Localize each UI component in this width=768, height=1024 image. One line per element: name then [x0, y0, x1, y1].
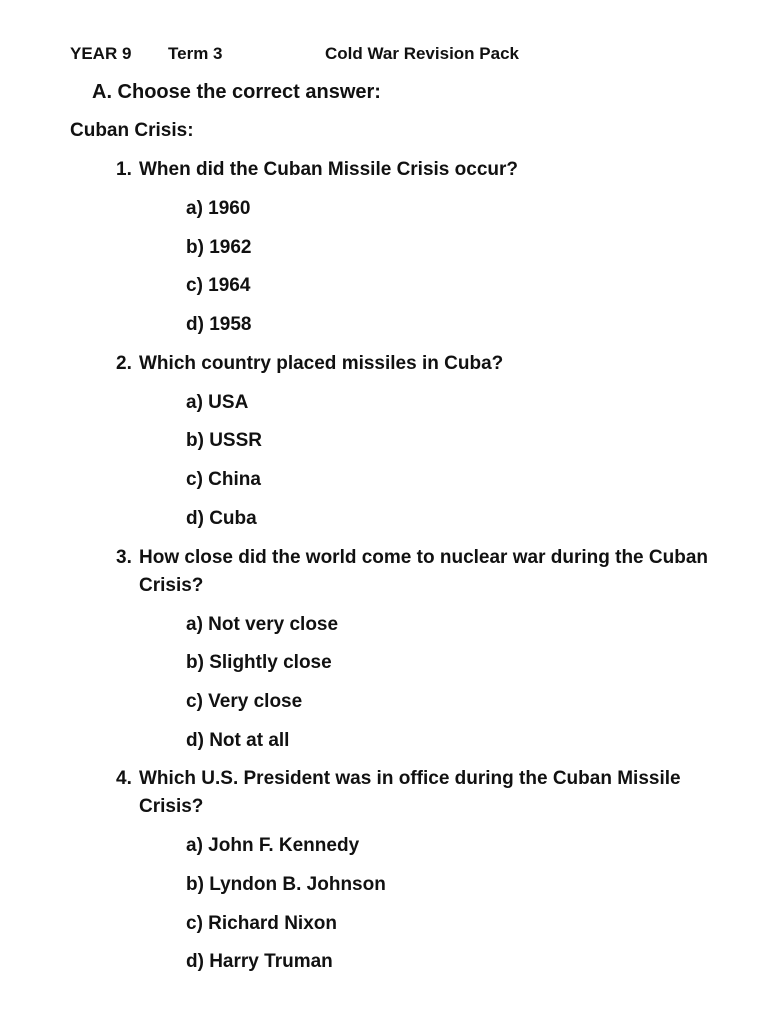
topic-heading: Cuban Crisis:: [70, 120, 194, 141]
question-4: [116, 765, 736, 976]
answer-option: b) 1962: [186, 236, 252, 258]
question-text: Which U.S. President was in office during the Cuban Missile Crisis?: [139, 768, 681, 818]
answer-option: c) Very close: [186, 690, 303, 712]
answer-option: a) 1960: [186, 198, 251, 219]
answer-option: a) John F. Kennedy: [186, 835, 360, 857]
answer-option: d) Not at all: [186, 729, 290, 751]
question-list: [116, 156, 736, 987]
question-2: [116, 350, 736, 533]
answer-option: d) Harry Truman: [186, 951, 333, 973]
answer-option: c) Richard Nixon: [186, 912, 337, 934]
answer-option: b) USSR: [186, 430, 262, 452]
answer-option: b) Slightly close: [186, 652, 332, 674]
question-number: 3.: [116, 546, 132, 568]
question-number: 2.: [116, 352, 132, 374]
question-text: Which country placed missiles in Cuba?: [139, 352, 504, 374]
question-1: [116, 156, 736, 339]
answer-option: a) Not very close: [186, 613, 339, 635]
year-label: YEAR 9: [70, 44, 132, 63]
answer-option: b) Lyndon B. Johnson: [186, 873, 386, 895]
question-number: 1.: [116, 159, 132, 180]
question-number: 4.: [116, 768, 132, 790]
answer-option: d) 1958: [186, 314, 252, 336]
question-text: How close did the world come to nuclear war during the Cuban Crisis?: [139, 546, 709, 596]
pack-title: Cold War Revision Pack: [325, 44, 519, 63]
question-3: [116, 544, 736, 755]
document-header: [70, 44, 519, 64]
answer-option: a) USA: [186, 391, 249, 413]
answer-option: d) Cuba: [186, 507, 257, 529]
answer-option: c) 1964: [186, 275, 251, 297]
section-title: A. Choose the correct answer:: [92, 81, 381, 103]
question-text: When did the Cuban Missile Crisis occur?: [139, 159, 518, 180]
term-label: Term 3: [168, 44, 223, 63]
answer-option: c) China: [186, 469, 261, 491]
